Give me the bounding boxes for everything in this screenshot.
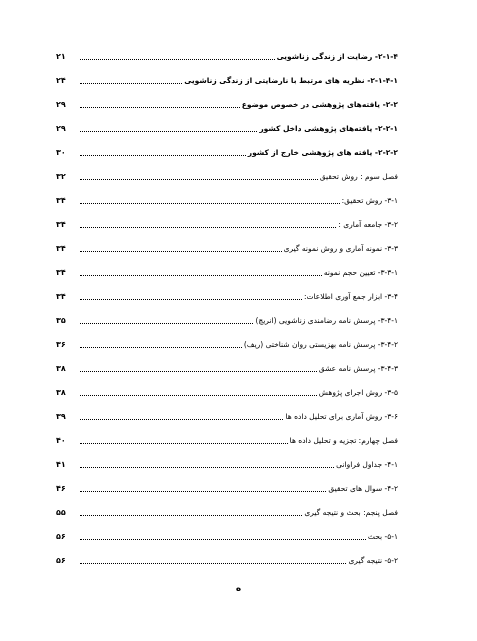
toc-page-number: ۳۲ [56,172,66,181]
toc-entry-title: فصل سوم : روش تحقیق [319,172,398,181]
toc-page-number: ۳۸ [56,388,66,397]
toc-page-number: ۳۸ [56,364,66,373]
toc-leader-dots [80,59,275,60]
toc-entry-title: ۳-۴-۱- پرسش نامه رضامندی زناشویی (انریچ) [255,316,398,325]
toc-entry-title: ۴-۲- سوال های تحقیق [328,484,398,493]
toc-leader-dots [80,419,283,420]
toc-leader-dots [80,299,302,300]
toc-entry [56,432,398,446]
toc-leader-dots [80,107,240,108]
toc-leader-dots [80,347,242,348]
toc-entry [56,240,398,254]
toc-entry [56,192,398,206]
toc-entry [56,408,398,422]
toc-page-number: ۵۵ [56,508,66,517]
toc-page-number: ۲۹ [56,124,66,133]
toc-entry [56,336,398,350]
toc-page-number: ۳۴ [56,244,66,253]
toc-entry [56,144,398,158]
toc-entry-title: ۲-۲-۲- یافته های پژوهشی خارج از کشور [247,148,398,157]
toc-page-number: ۳۴ [56,196,66,205]
toc-leader-dots [80,179,318,180]
toc-entry-title: ۳-۳-۱- تعیین حجم نمونه [323,268,398,277]
toc-page-number: ۴۱ [56,460,66,469]
toc-leader-dots [80,395,317,396]
toc-entry-title: ۳-۶- روش آماری برای تحلیل داده ها [285,412,398,421]
toc-entry [56,216,398,230]
toc-page-number: ۵۶ [56,532,66,541]
toc-page-number: ۵۶ [56,556,66,565]
toc-entry-title: فصل پنجم: بحث و نتیجه گیری [304,508,398,517]
toc-entry [56,96,398,110]
toc-leader-dots [80,371,317,372]
toc-entry [56,528,398,542]
toc-entry [56,120,398,134]
toc-entry [56,480,398,494]
toc-leader-dots [80,251,282,252]
toc-leader-dots [80,323,253,324]
toc-entry-title: ۳-۳- نمونه آماری و روش نمونه گیری [283,244,398,253]
toc-entry-title: ۳-۱- روش تحقیق: [341,196,398,205]
toc-leader-dots [80,515,302,516]
toc-leader-dots [80,275,322,276]
toc-page-number: ۳۰ [56,148,66,157]
toc-page-number: ۳۹ [56,412,66,421]
toc-entry-title: ۳-۴-۲- پرسش نامه بهزیستی روان شناختی (ریف) [243,340,398,349]
toc-leader-dots [80,83,182,84]
toc-leader-dots [80,539,366,540]
toc-leader-dots [80,563,346,564]
toc-leader-dots [80,203,340,204]
toc-page-number: ۲۱ [56,52,66,61]
toc-entry [56,504,398,518]
toc-page-number: ۳۴ [56,268,66,277]
toc-entry [56,384,398,398]
toc-page-number: ۳۴ [56,220,66,229]
toc-page-number: ۴۰ [56,436,66,445]
toc-entry [56,288,398,302]
toc-leader-dots [80,227,336,228]
toc-entry [56,312,398,326]
toc-entry [56,168,398,182]
toc-leader-dots [80,443,288,444]
toc-entry-title: ۳-۲- جامعه آماری : [338,220,398,229]
toc-entry [56,360,398,374]
toc-entry-title: فصل چهارم: تجزیه و تحلیل داده ها [289,436,398,445]
toc-entry-title: ۲-۱-۴- رضایت از زندگی زناشویی [276,52,398,61]
toc-entry [56,72,398,86]
toc-page-number: ۳۵ [56,316,66,325]
toc-entry-title: ۲-۲- یافته‌های پژوهشی در خصوص موضوع [241,100,398,109]
toc-entry [56,456,398,470]
toc-entry-title: ۳-۴-۳- پرسش نامه عشق [318,364,398,373]
toc-entry-title: ۳-۵- روش اجرای پژوهش [318,388,398,397]
toc-entry [56,264,398,278]
toc-leader-dots [80,155,246,156]
toc-page-number: ۴۶ [56,484,66,493]
toc-entry-title: ۲-۲-۱- یافته‌های پژوهشی داخل کشور [259,124,398,133]
toc-page-number: ۳۶ [56,340,66,349]
toc-page-number: ۲۹ [56,100,66,109]
toc-entry-title: ۲-۱-۴-۱- نظریه های مرتبط با نارضایتی از زندگی زناشویی [184,76,398,85]
toc-leader-dots [80,491,326,492]
toc-entry [56,48,398,62]
toc-page-number: ۲۴ [56,76,66,85]
toc-page-number: ۳۴ [56,292,66,301]
toc-entry-title: ۳-۴- ابزار جمع آوری اطلاعات: [303,292,398,301]
toc-leader-dots [80,467,334,468]
toc-entry-title: ۵-۱- بحث [367,532,398,541]
toc-entry-title: ۴-۱- جداول فراوانی [336,460,398,469]
toc-entry-title: ۵-۲- نتیجه گیری [348,556,398,565]
page-number-footer: ه [235,584,242,594]
toc-leader-dots [80,131,257,132]
toc-entry [56,552,398,566]
